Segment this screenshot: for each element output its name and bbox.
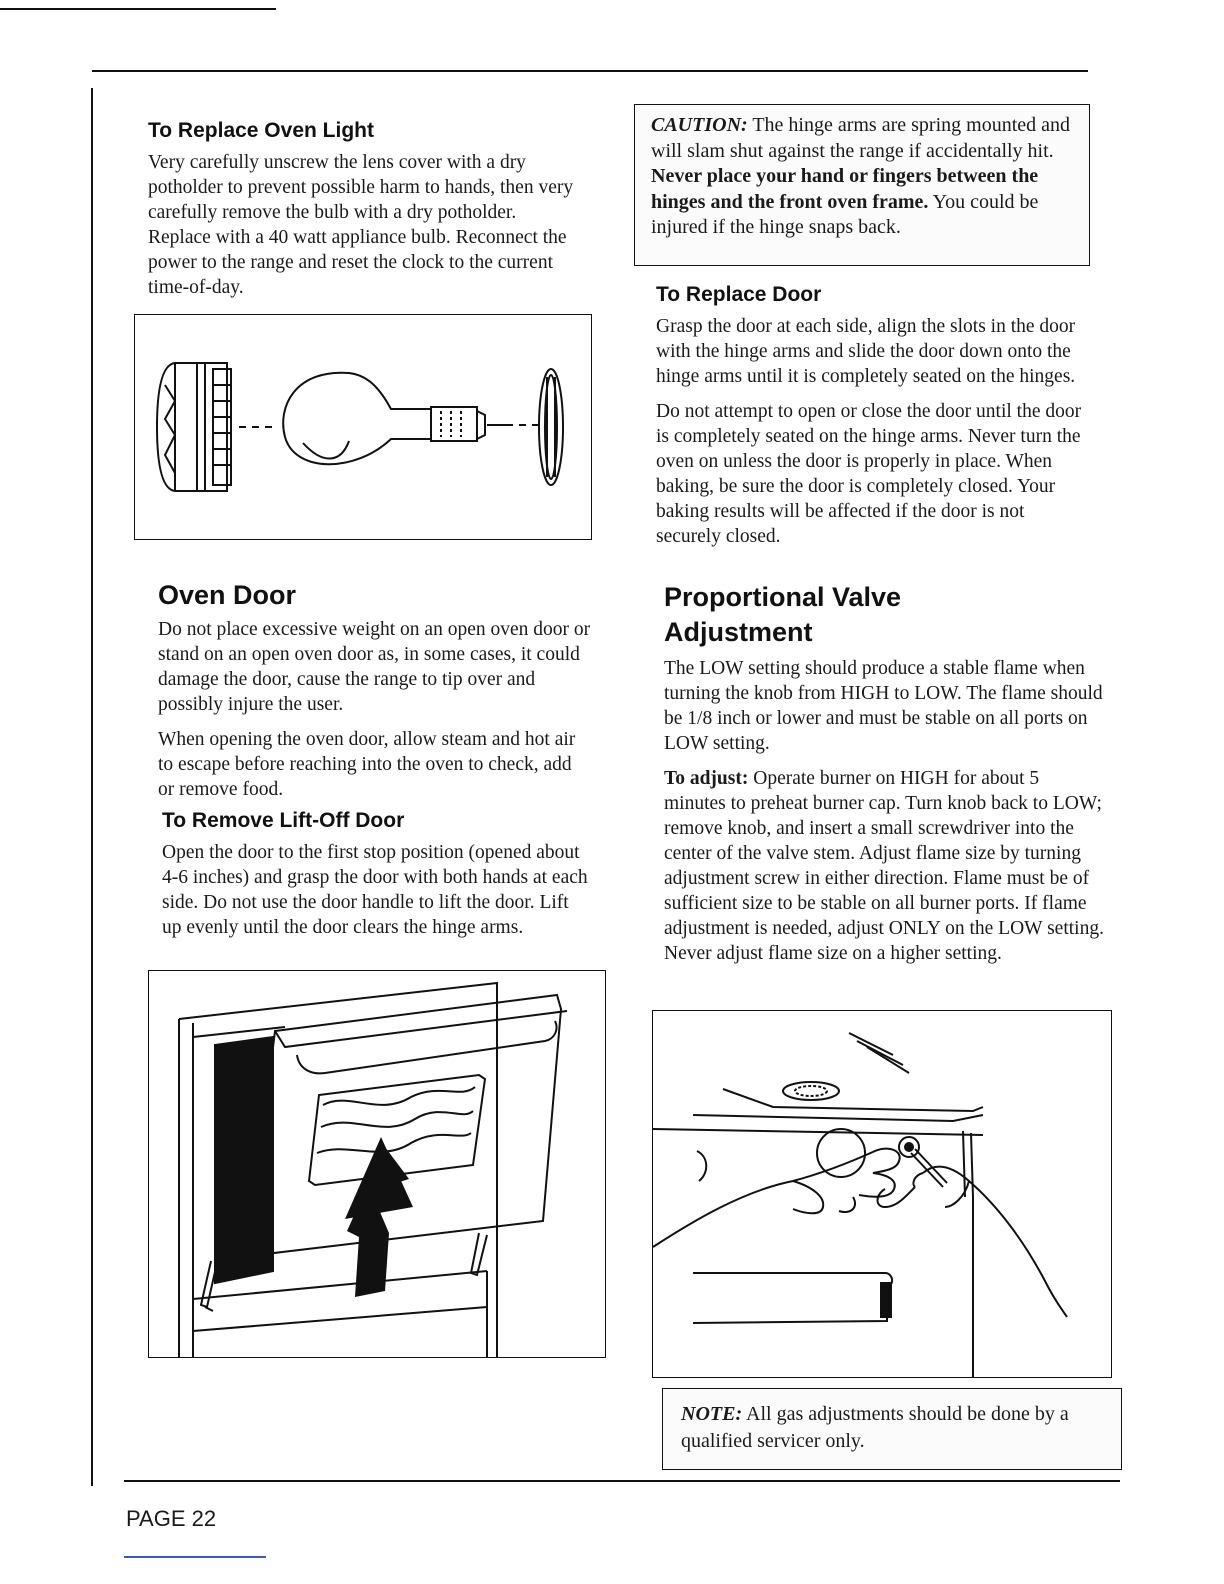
caution-text-1: The hinge arms are spring mounted and will slam shut against the range if accidentally hit. xyxy=(651,114,1070,162)
top-rule xyxy=(0,8,276,10)
bottom-rule xyxy=(124,1480,1120,1482)
caution-text-2: You could be injured if the hinge snaps back. xyxy=(651,190,1039,238)
section-oven-light xyxy=(148,118,578,310)
oven-light-text: Very carefully unscrew the lens cover with a dry potholder to prevent possible harm to hands, then very carefully remove the bulb with a dry potholder. Replace with a 40 watt appliance bulb. Reconnect the power to the range and reset the clock to the current time-of-day. xyxy=(148,152,574,298)
heading-valve-line2: Adjustment xyxy=(664,617,813,647)
section-valve-adjustment xyxy=(664,580,1104,976)
oven-door-para2: When opening the oven door, allow steam and hot air to escape before reaching into the oven to check, add or remove food. xyxy=(158,729,576,800)
frame-top-rule xyxy=(92,70,1088,72)
section-replace-door xyxy=(656,282,1092,559)
heading-oven-door: Oven Door xyxy=(158,580,297,610)
oven-door-illustration xyxy=(149,971,605,1357)
valve-para2-text: Operate burner on HIGH for about 5 minutes to preheat burner cap. Turn knob back to LOW; remove knob, and insert a small screwdriver into the center of the valve stem. Adjust flame size by turning adjustment screw in either direction. Flame must be of sufficient size to be stable on all burner ports. If flame adjustment is needed, adjust ONLY on the LOW setting. Never adjust flame size on a higher setting. xyxy=(664,768,1104,964)
caution-text xyxy=(635,105,1089,241)
heading-remove-lift-off-door: To Remove Lift-Off Door xyxy=(162,809,405,832)
note-text xyxy=(663,1389,1121,1455)
note-box xyxy=(662,1388,1122,1470)
frame-left-rule xyxy=(91,88,93,1486)
caution-label: CAUTION: xyxy=(651,114,748,136)
burner-adjustment-illustration xyxy=(653,1011,1111,1377)
caution-box xyxy=(634,104,1090,266)
heading-replace-door: To Replace Door xyxy=(656,283,822,306)
heading-replace-oven-light: To Replace Oven Light xyxy=(148,119,374,142)
section-oven-door xyxy=(158,578,592,812)
oven-door-para1: Do not place excessive weight on an open oven door or stand on an open oven door as, in some cases, it could damage the door, cause the range to tip over and possibly injure the user. xyxy=(158,619,591,715)
bulb-and-lens-illustration xyxy=(135,315,591,539)
remove-door-text: Open the door to the first stop position (opened about 4-6 inches) and grasp the door with both hands at each side. Do not use the door handle to lift the door. Lift up evenly until the door clears the hinge arms. xyxy=(162,842,588,938)
figure-valve-adjustment xyxy=(652,1010,1112,1378)
to-adjust-label: To adjust: xyxy=(664,768,749,789)
valve-para2 xyxy=(664,766,1104,966)
page-number: PAGE 22 xyxy=(126,1506,217,1531)
section-remove-door xyxy=(162,808,592,950)
figure-lift-off-door xyxy=(148,970,606,1358)
note-label: NOTE: xyxy=(681,1403,743,1425)
replace-door-para1: Grasp the door at each side, align the slots in the door with the hinge arms and slide the door down onto the hinge arms until it is completely seated on the hinges. xyxy=(656,316,1076,387)
figure-oven-light xyxy=(134,314,592,540)
valve-para1: The LOW setting should produce a stable flame when turning the knob from HIGH to LOW. The flame should be 1/8 inch or lower and must be stable on all ports on LOW setting. xyxy=(664,658,1103,754)
replace-door-para2: Do not attempt to open or close the door until the door is completely seated on the hinge arms. Never turn the oven on unless the door is properly in place. When baking, be sure the door is completely closed. Your baking results will be affected if the door is not securely closed. xyxy=(656,401,1082,547)
caution-warning-bold: Never place your hand or fingers between the hinges and the front oven frame. xyxy=(651,165,1039,213)
heading-valve-line1: Proportional Valve xyxy=(664,582,902,612)
note-body: All gas adjustments should be done by a qualified servicer only. xyxy=(681,1403,1069,1452)
footer-accent-rule xyxy=(124,1556,266,1558)
